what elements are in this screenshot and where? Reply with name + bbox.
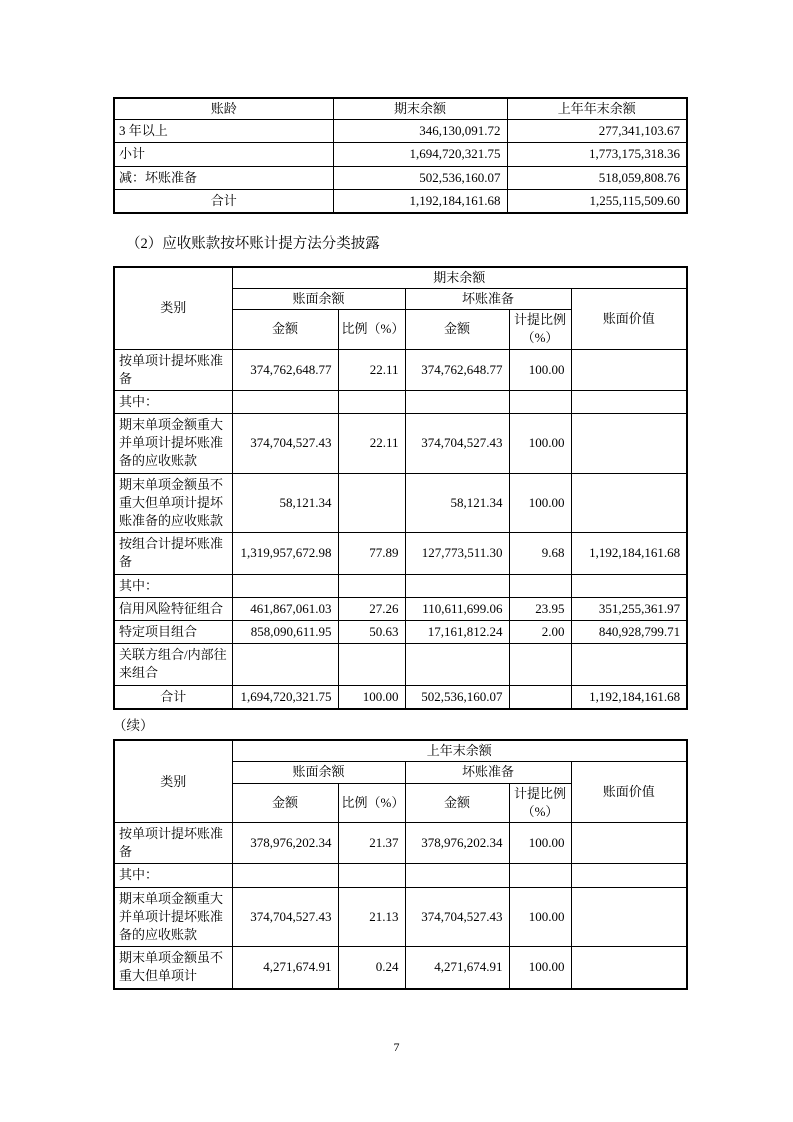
column-header-prior-year-balance: 上年年末余额 [507,98,687,120]
value-cell [405,574,509,597]
value-cell [509,574,571,597]
table-row [114,887,687,947]
value-cell: 840,928,799.71 [571,620,687,643]
table-row [114,574,687,597]
column-header-book-balance: 账面余额 [232,762,405,783]
table-row [114,685,687,709]
value-cell: 351,255,361.97 [571,597,687,620]
table-row [114,120,687,143]
column-header-ratio: 比例（%） [338,783,405,822]
table-row [114,166,687,189]
category-cell: 3 年以上 [114,120,333,143]
continuation-label: （续） [113,717,154,733]
value-cell [232,574,338,597]
value-cell: 1,192,184,161.68 [571,685,687,709]
value-cell: 374,704,527.43 [232,887,338,947]
value-cell [571,644,687,685]
value-cell: 374,704,527.43 [405,414,509,474]
table-row [114,349,687,390]
page-number: 7 [393,1040,400,1054]
value-cell: 100.00 [509,414,571,474]
value-cell: 17,161,812.24 [405,620,509,643]
value-cell: 77.89 [338,533,405,574]
column-header-book-balance: 账面余额 [232,288,405,309]
value-cell: 1,192,184,161.68 [571,533,687,574]
page-content [113,97,686,990]
value-cell: 374,704,527.43 [232,414,338,474]
value-cell [509,390,571,413]
value-cell: 374,704,527.43 [405,887,509,947]
category-cell: 按单项计提坏账准备 [114,823,232,864]
category-cell: 信用风险特征组合 [114,597,232,620]
table-header-row [114,740,687,762]
value-cell [405,390,509,413]
provision-method-table-current [113,266,688,710]
value-cell: 50.63 [338,620,405,643]
category-cell: 其中： [114,390,232,413]
value-cell: 0.24 [338,947,405,989]
column-header-provision-ratio: 计提比例（%） [509,783,571,822]
table-row [114,414,687,474]
category-cell: 其中： [114,574,232,597]
value-cell: 100.00 [509,823,571,864]
value-cell: 100.00 [509,887,571,947]
column-header-amount: 金额 [405,783,509,822]
column-header-amount: 金额 [232,310,338,349]
value-cell: 378,976,202.34 [405,823,509,864]
table-row [114,947,687,989]
column-header-amount: 金额 [405,310,509,349]
value-cell: 858,090,611.95 [232,620,338,643]
value-cell [338,864,405,887]
value-cell: 1,255,115,509.60 [507,189,687,213]
value-cell [338,574,405,597]
value-cell: 4,271,674.91 [232,947,338,989]
category-cell: 小计 [114,143,333,166]
section-title: （2）应收账款按坏账计提方法分类披露 [126,235,380,252]
value-cell [571,390,687,413]
table-row [114,473,687,533]
value-cell [509,864,571,887]
category-cell: 关联方组合/内部往来组合 [114,644,232,685]
value-cell: 58,121.34 [405,473,509,533]
value-cell: 374,762,648.77 [232,349,338,390]
value-cell [571,823,687,864]
value-cell [571,574,687,597]
value-cell [338,644,405,685]
value-cell: 1,694,720,321.75 [333,143,507,166]
value-cell: 518,059,808.76 [507,166,687,189]
value-cell [509,644,571,685]
column-header-ending-balance: 期末余额 [333,98,507,120]
provision-method-table-prior [113,739,688,989]
value-cell [232,864,338,887]
column-header-provision-ratio: 计提比例（%） [509,310,571,349]
value-cell: 127,773,511.30 [405,533,509,574]
value-cell: 100.00 [338,685,405,709]
column-header-carrying-value: 账面价值 [571,762,687,823]
category-cell: 减：坏账准备 [114,166,333,189]
category-cell: 合计 [114,189,333,213]
value-cell: 1,773,175,318.36 [507,143,687,166]
column-header-category: 类别 [114,267,232,349]
column-header-category: 类别 [114,740,232,822]
value-cell [571,473,687,533]
value-cell [509,685,571,709]
column-header-ratio: 比例（%） [338,310,405,349]
column-header-aging: 账龄 [114,98,333,120]
value-cell: 374,762,648.77 [405,349,509,390]
value-cell: 502,536,160.07 [405,685,509,709]
value-cell [338,473,405,533]
value-cell [571,947,687,989]
value-cell: 1,192,184,161.68 [333,189,507,213]
category-cell: 合计 [114,685,232,709]
value-cell: 21.13 [338,887,405,947]
value-cell: 100.00 [509,473,571,533]
category-cell: 期末单项金额虽不重大但单项计 [114,947,232,989]
table-row [114,597,687,620]
value-cell: 22.11 [338,414,405,474]
table-row [114,189,687,213]
value-cell: 27.26 [338,597,405,620]
category-cell: 期末单项金额重大并单项计提坏账准备的应收账款 [114,887,232,947]
category-cell: 期末单项金额虽不重大但单项计提坏账准备的应收账款 [114,473,232,533]
table-row [114,644,687,685]
value-cell: 346,130,091.72 [333,120,507,143]
table-row [114,823,687,864]
category-cell: 按组合计提坏账准备 [114,533,232,574]
value-cell: 21.37 [338,823,405,864]
value-cell: 378,976,202.34 [232,823,338,864]
value-cell [405,864,509,887]
table-row [114,143,687,166]
value-cell: 100.00 [509,947,571,989]
value-cell: 502,536,160.07 [333,166,507,189]
category-cell: 期末单项金额重大并单项计提坏账准备的应收账款 [114,414,232,474]
value-cell [232,644,338,685]
value-cell: 1,694,720,321.75 [232,685,338,709]
table-header-row [114,267,687,289]
column-header-bad-debt-provision: 坏账准备 [405,288,571,309]
value-cell: 9.68 [509,533,571,574]
category-cell: 特定项目组合 [114,620,232,643]
value-cell: 110,611,699.06 [405,597,509,620]
value-cell [571,887,687,947]
value-cell: 461,867,061.03 [232,597,338,620]
table-row [114,620,687,643]
value-cell: 58,121.34 [232,473,338,533]
value-cell: 22.11 [338,349,405,390]
value-cell: 2.00 [509,620,571,643]
category-cell: 按单项计提坏账准备 [114,349,232,390]
value-cell [405,644,509,685]
value-cell: 1,319,957,672.98 [232,533,338,574]
category-cell: 其中： [114,864,232,887]
aging-summary-table [113,97,688,214]
table-row [114,864,687,887]
column-header-period: 上年末余额 [232,740,687,762]
value-cell [571,349,687,390]
value-cell [232,390,338,413]
column-header-amount: 金额 [232,783,338,822]
table-header-row [114,98,687,120]
value-cell [338,390,405,413]
column-header-carrying-value: 账面价值 [571,288,687,349]
table-row [114,390,687,413]
value-cell: 23.95 [509,597,571,620]
column-header-bad-debt-provision: 坏账准备 [405,762,571,783]
value-cell [571,864,687,887]
value-cell: 4,271,674.91 [405,947,509,989]
value-cell: 277,341,103.67 [507,120,687,143]
value-cell: 100.00 [509,349,571,390]
value-cell [571,414,687,474]
column-header-period: 期末余额 [232,267,687,289]
table-row [114,533,687,574]
